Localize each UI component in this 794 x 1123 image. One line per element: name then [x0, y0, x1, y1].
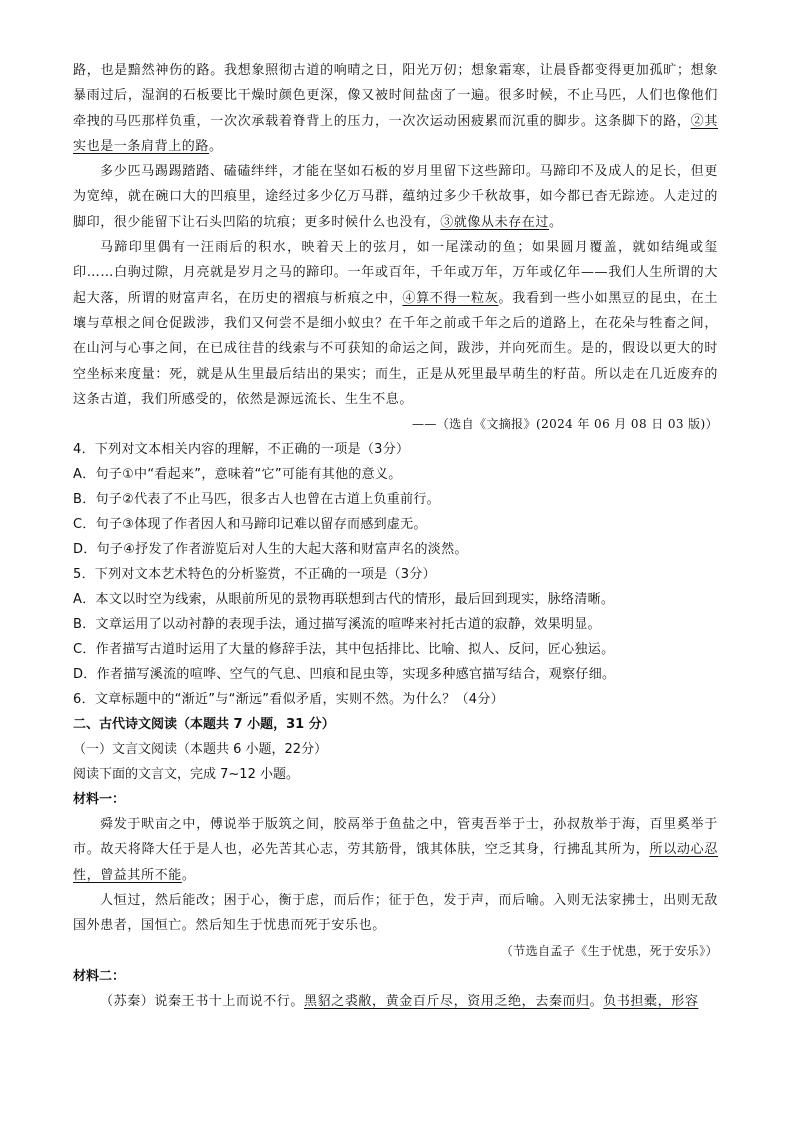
option-5a: A．本文以时空为线索，从眼前所见的景物再联想到古代的情形，最后回到现实，脉络清晰。 [73, 592, 615, 608]
passage-text: 多少匹马踢踢踏踏、磕磕绊绊，才能在坚如石板的岁月里留下这些蹄印。马蹄印不及成人的足长，但更为宽绰，就在碗口大的凹痕里，途经过多少亿万马群，蕴纳过多少千秋故事，如今都已杳无踪迹。人走过的脚印，很少能留下让石头凹陷的坑痕；更多时候什么也没有， [73, 164, 718, 230]
material-1-paragraph-2: 人恒过，然后能改；困于心，衡于虑，而后作；征于色，发于声，而后喻。入则无法家拂士，出则无敌国外患者，国恒亡。然后知生于忧患而死于安乐也。 [73, 893, 718, 934]
material-text: 。 [181, 867, 196, 883]
underlined-sentence-3: ③就像从未存在过 [440, 214, 550, 230]
question-4: 4．下列对文本相关内容的理解，不正确的一项是（3分） [73, 442, 410, 458]
passage-text: 。 [549, 214, 563, 230]
option-5c: C．作者描写古道时运用了大量的修辞手法，其中包括排比、比喻、拟人、反问，匠心独运。 [73, 642, 615, 658]
passage-source: ——（选自《文摘报》(2024 年 06 月 08 日 03 版)） [411, 417, 718, 432]
question-6: 6．文章标题中的“渐近”与“渐远”看似矛盾，实则不然。为什么？（4分） [73, 692, 504, 708]
option-5b: B．文章运用了以动衬静的表现手法，通过描写溪流的喧哗来衬托古道的寂静，效果明显。 [73, 617, 601, 633]
material-2-label: 材料二： [73, 968, 126, 984]
section-2-subheading: （一）文言文阅读（本题共 6 小题，22分） [73, 742, 328, 758]
passage-text: 。 [209, 138, 223, 154]
passage-text: 路，也是黯然神伤的路。我想象照彻古道的响晴之日，阳光万仞；想象霜寒，让晨昏都变得更加孤旷；想象暴雨过后，湿润的石板要比干燥时颜色更深，像又被时间盐卤了一遍。很多时候，不止马匹，人们也像他们牵拽的马匹那样负重，一次次承载着脊背上的压力，一次次运动困疲累而沉重的脚步。这条脚下的路， [73, 63, 718, 129]
option-4c: C．句子③体现了作者因人和马蹄印记难以留存而感到虚无。 [73, 517, 427, 533]
material-2-underlined: 黑貂之裘敝，黄金百斤尽，资用乏绝，去秦而归 [304, 993, 590, 1009]
passage-paragraph-2 [73, 159, 718, 235]
passage-paragraph-1 [73, 58, 718, 159]
underlined-sentence-4: ④算不得一粒灰 [402, 290, 499, 306]
material-1-source: （节选自孟子《生于忧患，死于安乐》） [500, 943, 718, 958]
material-1-label: 材料一： [73, 792, 126, 808]
option-4b: B．句子②代表了不止马匹，很多古人也曾在古道上负重前行。 [73, 492, 440, 508]
material-1-underlined: 所以动心忍性，曾益其所不能 [73, 842, 718, 883]
material-text: （苏秦）说秦王书十上而说不行。 [100, 993, 305, 1009]
passage-paragraph-3 [73, 235, 718, 412]
material-2-underlined-2: 负书担橐，形容 [603, 993, 699, 1009]
exam-page [73, 58, 718, 1014]
material-1-paragraph-1 [73, 812, 718, 888]
material-text: 。 [589, 993, 604, 1009]
question-5: 5．下列对文本艺术特色的分析鉴赏，不正确的一项是（3分） [73, 567, 436, 583]
section-2-heading: 二、古代诗文阅读（本题共 7 小题，31 分） [73, 717, 335, 733]
underlined-sentence-2: ②其实也是一条肩背上的路 [73, 113, 718, 154]
material-text: 舜发于畎亩之中，傅说举于版筑之间，胶鬲举于鱼盐之中，管夷吾举于士，孙叔敖举于海，百里奚举于市。故天将降大任于是人也，必先苦其心志，劳其筋骨，饿其体肤，空乏其身，行拂乱其所为， [73, 817, 718, 858]
passage-text: 马蹄印里偶有一汪雨后的积水，映着天上的弦月，如一尾漾动的鱼；如果圆月覆盖，就如结绳或玺印……白驹过隙，月亮就是岁月之马的蹄印。一年或百年，千年或万年，万年或亿年——我们人生所谓的大起大落，所谓的财富声名，在历史的褶痕与析痕之中， [73, 240, 718, 306]
section-2-instruction: 阅读下面的文言文，完成 7~12 小题。 [73, 767, 299, 783]
option-4a: A．句子①中“看起来”，意味着“它”可能有其他的意义。 [73, 467, 402, 483]
material-2-paragraph-1 [73, 989, 718, 1014]
option-4d: D．句子④抒发了作者游览后对人生的大起大落和财富声名的淡然。 [73, 542, 468, 558]
passage-text: 。我看到一些小如黑豆的昆虫，在土壤与草根之间仓促跋涉，我们又何尝不是细小蚁虫？在千年之前或千年之后的道路上，在花朵与牲畜之间，在山河与心事之间，在已成往昔的线索与不可获知的命运之间，跋涉，并向死而生。是的，假设以更大的时空坐标来度量：死，就是从生里最后结出的果实；而生，正是从死里最早萌生的籽苗。所以走在几近废弃的这条古道，我们所感受的，依然是源远流长、生生不息。 [73, 290, 719, 407]
option-5d: D．作者描写溪流的喧哗、空气的气息、凹痕和昆虫等，实现多种感官描写结合，观察仔细。 [73, 667, 616, 683]
